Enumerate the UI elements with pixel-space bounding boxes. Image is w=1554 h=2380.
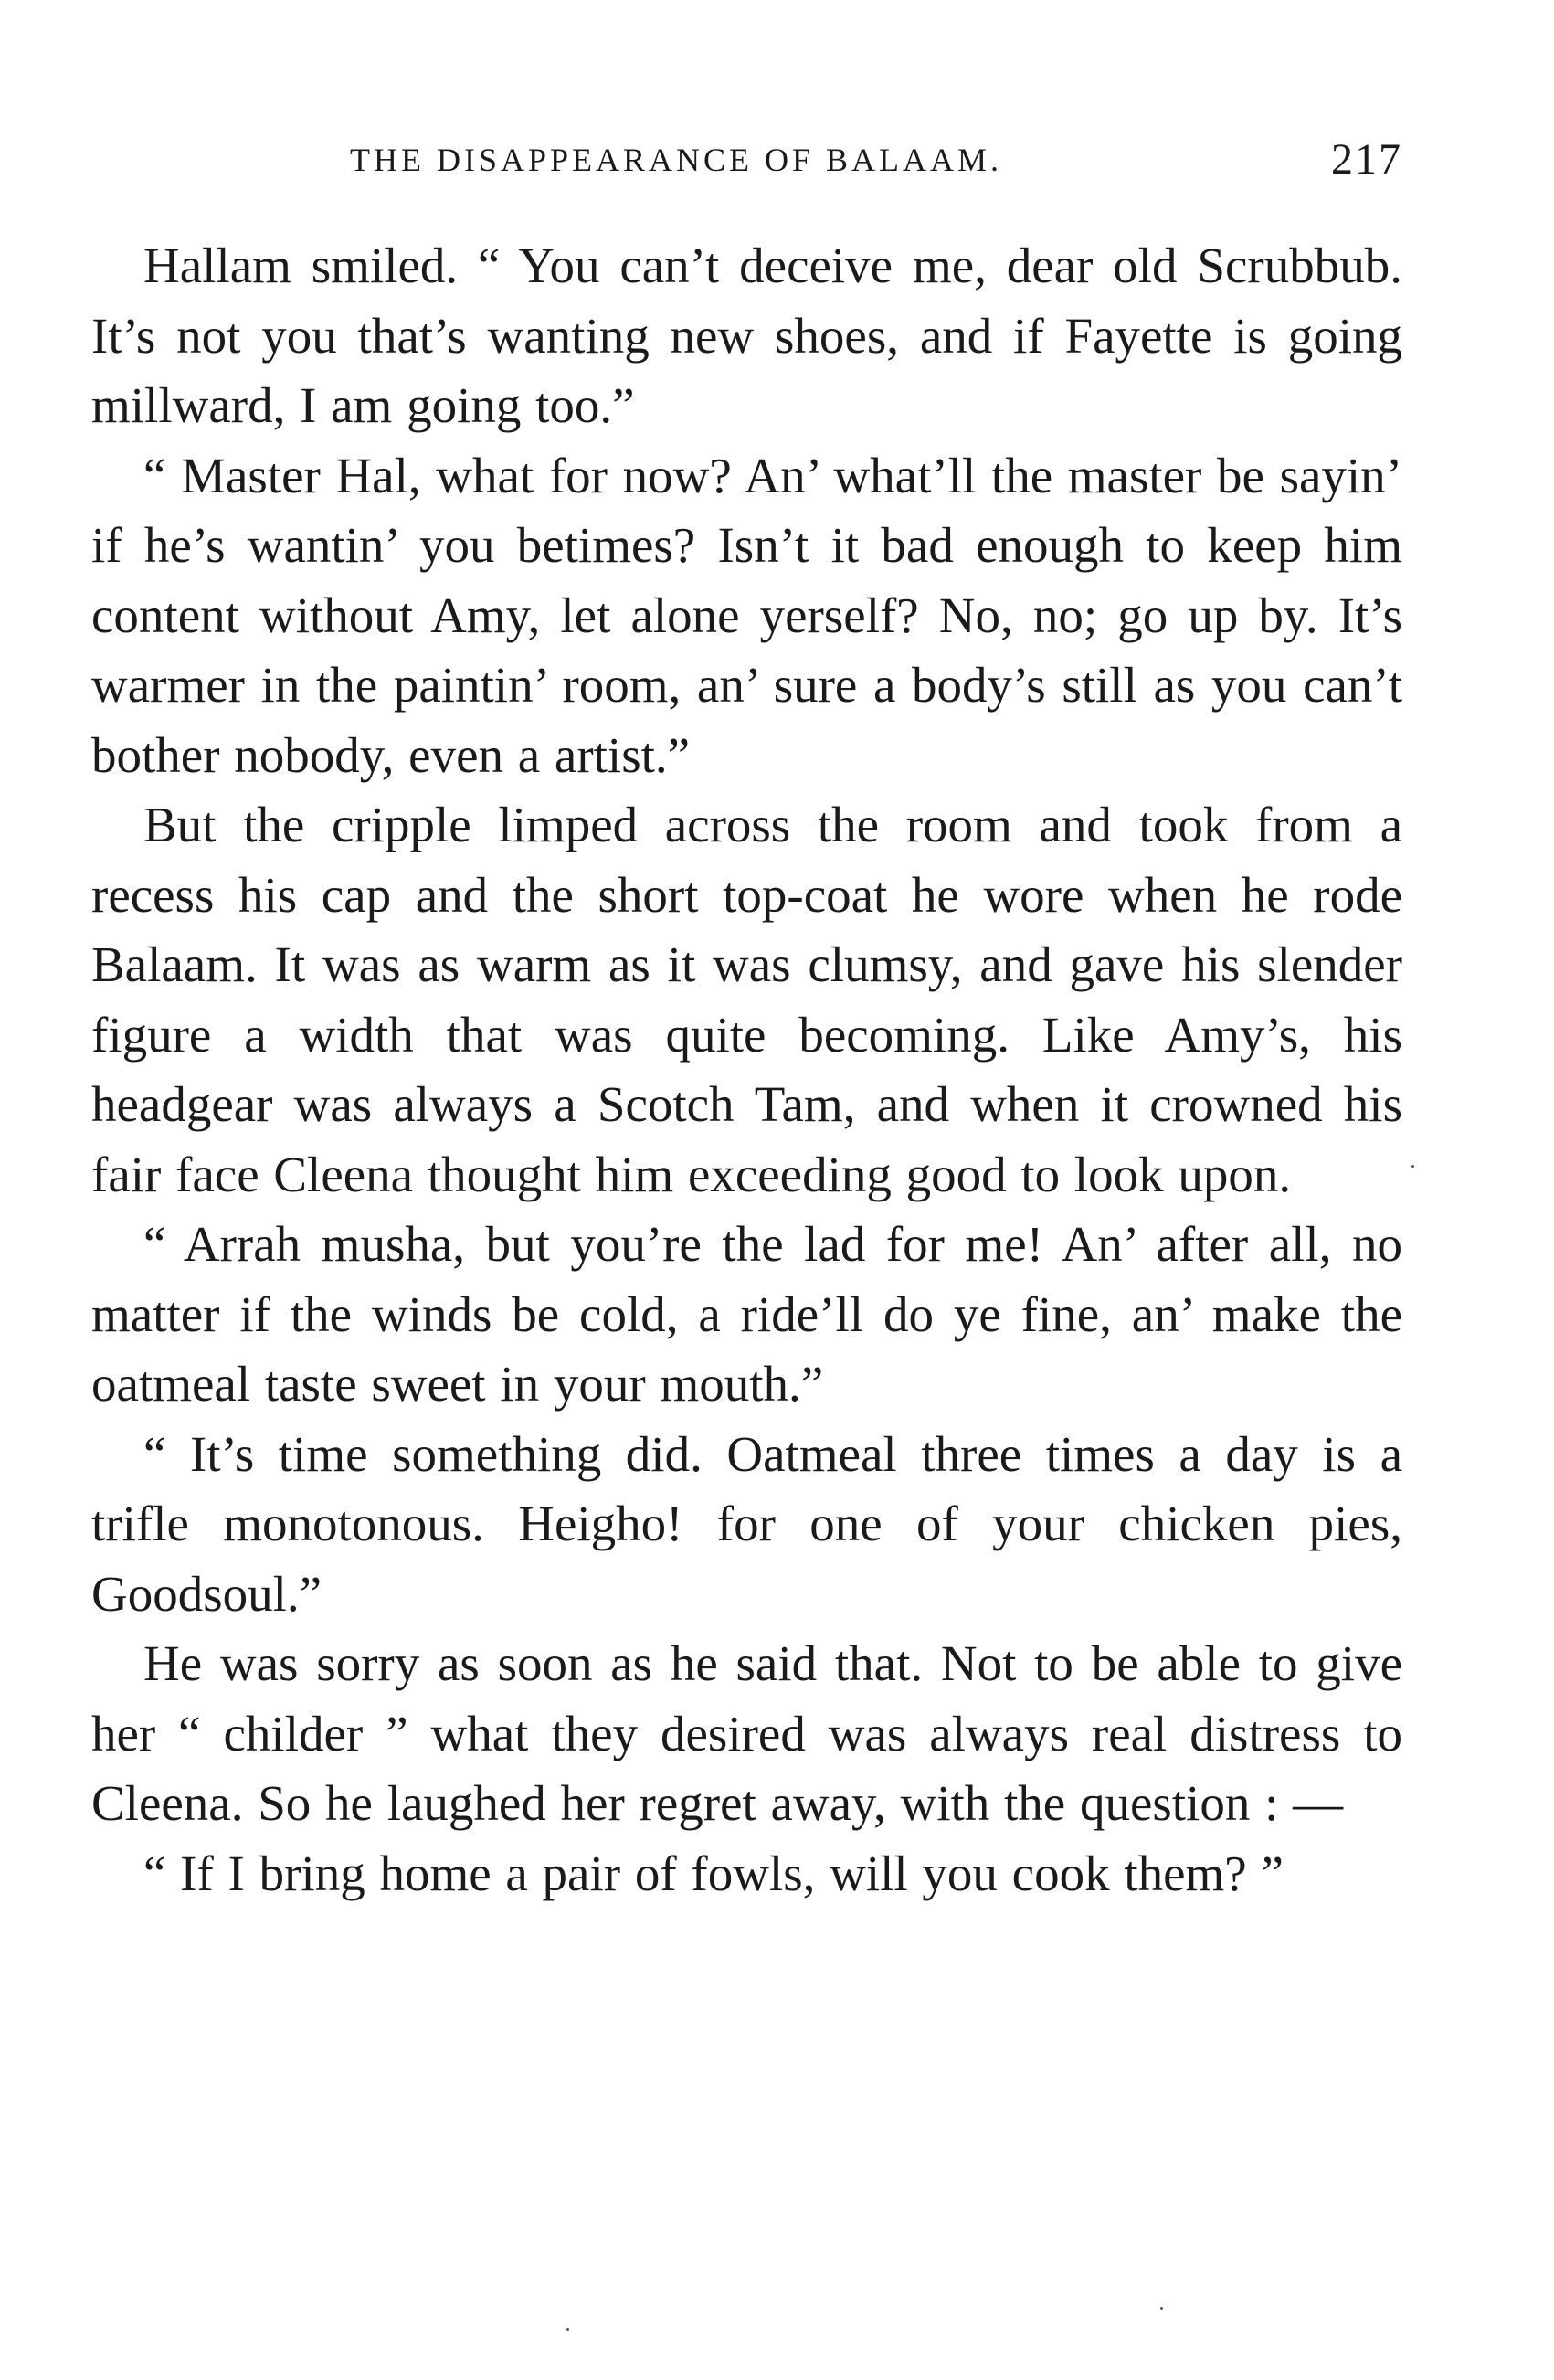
paragraph: But the cripple limped across the room and took from a recess his cap and the short top-coat he wore when he rode Balaam. It was as warm as it was clumsy, and gave his slender figure a width that was quite becoming. Like Amy’s, his headgear was always a Scotch Tam, and when it crowned his fair face Cleena thought him exceeding good to look upon. (91, 797, 1402, 1202)
ink-speck (1160, 2307, 1163, 2310)
ink-speck (1411, 1165, 1414, 1168)
body-text (91, 231, 1402, 1909)
running-title: THE DISAPPEARANCE OF BALAAM. (350, 142, 1003, 178)
ink-speck (566, 2328, 569, 2331)
paragraph: “ Arrah musha, but you’re the lad for me! An’ after all, no matter if the winds be cold, a ride’ll do ye fine, an’ make the oatmeal taste sweet in your mouth.” (91, 1216, 1402, 1412)
paragraph: “ If I bring home a pair of fowls, will you cook them? ” (143, 1845, 1284, 1901)
paragraph: “ It’s time something did. Oatmeal three times a day is a trifle monotonous. Heigho! for one of your chicken pies, Goodsoul.” (91, 1425, 1402, 1622)
paragraph: “ Master Hal, what for now? An’ what’ll the master be sayin’ if he’s wantin’ you betimes? Isn’t it bad enough to keep him content without Amy, let alone yerself? No, no; go up by. It’s warmer in the paintin’ room, an’ sure a body’s still as you can’t bother nobody, even a artist.” (91, 447, 1402, 783)
paragraph: Hallam smiled. “ You can’t deceive me, dear old Scrubbub. It’s not you that’s wanting new shoes, and if Fayette is going millward, I am going too.” (91, 238, 1402, 433)
paragraph: He was sorry as soon as he said that. Not to be able to give her “ childer ” what they desired was always real distress to Cleena. So he laughed her regret away, with the question : — (91, 1635, 1402, 1831)
running-head (91, 132, 1402, 187)
page-number: 217 (1331, 135, 1402, 184)
